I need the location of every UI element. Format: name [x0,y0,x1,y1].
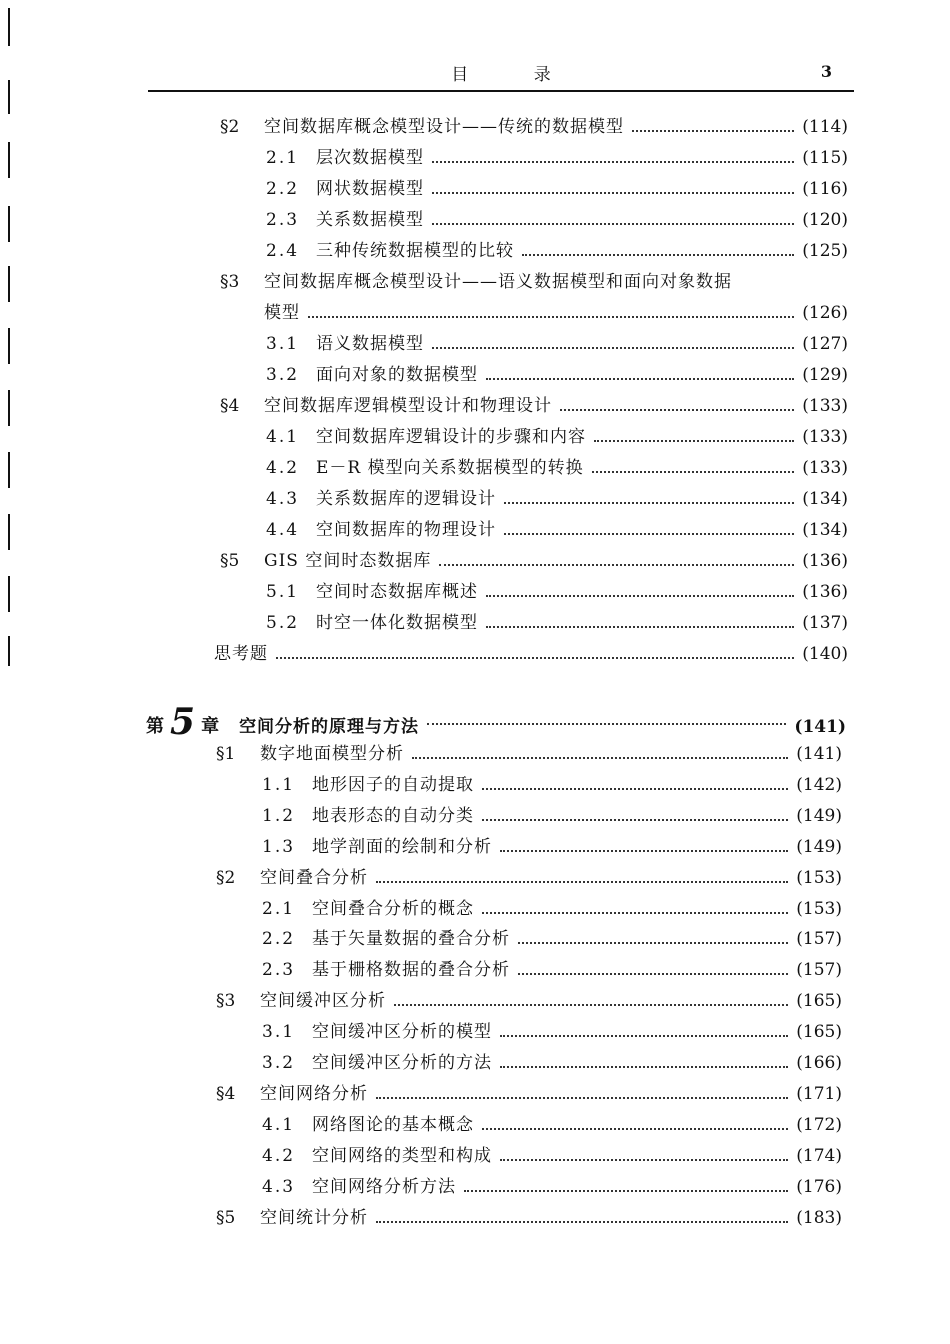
dot-leader [594,440,794,442]
entry-title: 空间缓冲区分析的模型 [312,1022,492,1043]
toc-subsection[interactable] [266,486,848,512]
chapter-page: (141) [794,717,846,737]
toc-section[interactable] [216,865,842,891]
entry-page: (157) [796,929,842,950]
subsection-number: 2.1 [262,898,296,919]
entry-title: 语义数据模型 [316,334,424,354]
entry-title: 层次数据模型 [316,148,424,168]
dot-leader [560,409,794,411]
chapter-title: 空间分析的原理与方法 [239,717,420,737]
entry-page: (140) [802,644,848,664]
subsection-number: 2.1 [266,148,300,168]
subsection-number: 4.1 [262,1114,296,1135]
toc-subsection[interactable] [262,896,842,922]
entry-title: GIS 空间时态数据库 [264,551,432,571]
entry-page: (166) [796,1053,842,1073]
dot-leader [482,912,788,914]
toc-subsection[interactable] [262,1174,842,1200]
entry-page: (133) [802,427,848,447]
entry-title: 空间网络分析 [260,1083,368,1104]
entry-page: (127) [802,334,848,354]
subsection-number: 3.2 [266,365,300,385]
toc-section[interactable] [220,393,848,419]
entry-page: (115) [802,148,848,168]
entry-title: 空间叠合分析的概念 [312,898,474,919]
entry-page: (153) [796,867,842,888]
subsection-number: 3.2 [262,1053,296,1073]
entry-title: 空间数据库逻辑设计的步骤和内容 [316,427,586,447]
dot-leader [276,657,794,659]
entry-title: 空间网络的类型和构成 [312,1145,492,1166]
chapter-number: 5 [170,701,196,743]
entry-title: 网络图论的基本概念 [312,1114,474,1135]
toc-subsection[interactable] [262,803,842,829]
subsection-number: 2.3 [262,960,296,981]
dot-leader [427,723,786,725]
section-number: §5 [220,551,240,571]
subsection-number: 4.4 [266,520,300,540]
toc-section[interactable] [216,1205,842,1231]
subsection-number: 5.2 [266,613,300,633]
chapter-suffix: 章 [201,716,220,737]
section-number: §5 [216,1207,236,1228]
entry-title: 数字地面模型分析 [260,744,404,764]
entry-title: 三种传统数据模型的比较 [316,241,514,261]
toc-subsection[interactable] [262,926,842,952]
dot-leader [439,564,794,566]
toc-subsection[interactable] [266,455,848,481]
subsection-number: 3.1 [266,334,300,354]
dot-leader [592,471,795,473]
subsection-number: 1.1 [262,774,296,795]
dot-leader [486,378,794,380]
section-number: §2 [220,117,240,137]
entry-page: (176) [796,1176,842,1197]
entry-page: (125) [802,241,848,261]
dot-leader [432,192,794,194]
dot-leader [500,850,788,852]
toc-section[interactable] [220,548,848,574]
subsection-number: 2.2 [262,929,296,950]
entry-title: 地学剖面的绘制和分析 [312,836,492,857]
toc-subsection[interactable] [266,176,848,202]
entry-page: (129) [802,365,848,385]
entry-title: 空间网络分析方法 [312,1176,456,1197]
chapter-prefix: 第 [146,716,164,737]
dot-leader [308,316,794,318]
toc-subsection[interactable] [266,579,848,605]
entry-title: 空间数据库逻辑模型设计和物理设计 [264,396,552,416]
entry-page: (116) [802,179,848,199]
section-number: §4 [220,396,240,416]
entry-page: (126) [802,303,848,323]
entry-title: 空间数据库概念模型设计——传统的数据模型 [264,117,624,137]
dot-leader [394,1004,788,1006]
entry-title: 关系数据模型 [316,210,424,230]
toc-subsection[interactable] [262,772,842,798]
dot-leader [482,788,788,790]
entry-page: (149) [796,836,842,857]
subsection-number: 4.3 [262,1176,296,1197]
entry-page: (174) [796,1145,842,1166]
entry-page: (137) [802,613,848,633]
subsection-number: 5.1 [266,582,300,602]
entry-page: (165) [796,1022,842,1043]
entry-page: (142) [796,774,842,795]
dot-leader [504,502,794,504]
dot-leader [482,1128,788,1130]
toc-entry[interactable] [214,641,848,667]
toc-section[interactable] [216,1081,842,1107]
section-number: §2 [216,867,236,888]
entry-title: 基于矢量数据的叠合分析 [312,929,510,950]
entry-title: 基于栅格数据的叠合分析 [312,960,510,981]
dot-leader [518,942,788,944]
toc-subsection[interactable] [266,331,848,357]
toc-subsection[interactable] [262,957,842,983]
toc-section[interactable] [220,269,848,295]
entry-title: 空间数据库概念模型设计——语义数据模型和面向对象数据 [264,272,732,292]
entry-title: 网状数据模型 [316,179,424,199]
dot-leader [376,881,788,883]
toc-section[interactable] [216,741,842,767]
entry-title: 空间时态数据库概述 [316,582,478,602]
entry-title: 空间叠合分析 [260,867,368,888]
entry-page: (134) [802,489,848,509]
toc-section[interactable] [220,114,848,140]
subsection-number: 3.1 [262,1022,296,1043]
toc-section-continued[interactable] [264,300,848,326]
dot-leader [504,533,794,535]
subsection-number: 2.3 [266,210,300,230]
toc-subsection[interactable] [262,1143,842,1169]
toc-subsection[interactable] [262,1050,842,1076]
dot-leader [432,347,794,349]
entry-page: (171) [796,1083,842,1104]
section-number: §4 [216,1083,236,1104]
dot-leader [412,757,788,759]
entry-page: (134) [802,520,848,540]
toc-subsection[interactable] [262,1112,842,1138]
dot-leader [500,1035,788,1037]
dot-leader [376,1221,788,1223]
entry-page: (133) [802,396,848,416]
dot-leader [500,1159,788,1161]
subsection-number: 4.1 [266,427,300,447]
entry-page: (141) [796,744,842,764]
entry-title: 空间缓冲区分析 [260,991,386,1012]
entry-page: (114) [802,117,848,137]
header-title: 目 录 [451,65,581,85]
entry-page: (172) [796,1114,842,1135]
subsection-number: 4.2 [262,1145,296,1166]
subsection-number: 4.3 [266,489,300,509]
subsection-number: 4.2 [266,458,300,478]
toc-subsection[interactable] [266,207,848,233]
entry-page: (149) [796,805,842,826]
entry-title: 思考题 [214,644,268,664]
toc-subsection[interactable] [266,145,848,171]
dot-leader [522,254,794,256]
dot-leader [432,223,794,225]
dot-leader [464,1190,788,1192]
toc-subsection[interactable] [266,424,848,450]
entry-title: 地形因子的自动提取 [312,774,474,795]
entry-title: 面向对象的数据模型 [316,365,478,385]
section-number: §3 [220,272,240,292]
subsection-number: 2.4 [266,241,300,261]
toc-subsection[interactable] [266,238,848,264]
dot-leader [486,595,794,597]
subsection-number: 2.2 [266,179,300,199]
section-number: §3 [216,991,236,1012]
toc-section[interactable] [216,988,842,1014]
entry-title: E－R 模型向关系数据模型的转换 [316,458,584,478]
entry-title: 空间统计分析 [260,1207,368,1228]
entry-page: (136) [802,582,848,602]
toc-subsection[interactable] [266,610,848,636]
dot-leader [432,161,794,163]
entry-title: 地表形态的自动分类 [312,805,474,826]
dot-leader [500,1066,788,1068]
subsection-number: 1.3 [262,836,296,857]
toc-subsection[interactable] [262,1019,842,1045]
entry-page: (153) [796,898,842,919]
dot-leader [482,819,788,821]
section-number: §1 [216,744,236,764]
entry-page: (183) [796,1207,842,1228]
dot-leader [486,626,794,628]
entry-title: 关系数据库的逻辑设计 [316,489,496,509]
entry-page: (136) [802,551,848,571]
entry-title: 空间缓冲区分析的方法 [312,1053,492,1073]
entry-title: 时空一体化数据模型 [316,613,478,633]
toc-subsection[interactable] [262,834,842,860]
subsection-number: 1.2 [262,805,296,826]
chapter-heading[interactable] [146,701,846,743]
entry-page: (120) [802,210,848,230]
page-number: 3 [820,62,832,81]
toc-subsection[interactable] [266,517,848,543]
toc-subsection[interactable] [266,362,848,388]
entry-page: (157) [796,960,842,981]
entry-title: 模型 [264,303,300,323]
dot-leader [376,1097,788,1099]
dot-leader [518,973,788,975]
dot-leader [632,130,794,132]
entry-page: (165) [796,991,842,1012]
entry-page: (133) [802,458,848,478]
entry-title: 空间数据库的物理设计 [316,520,496,540]
